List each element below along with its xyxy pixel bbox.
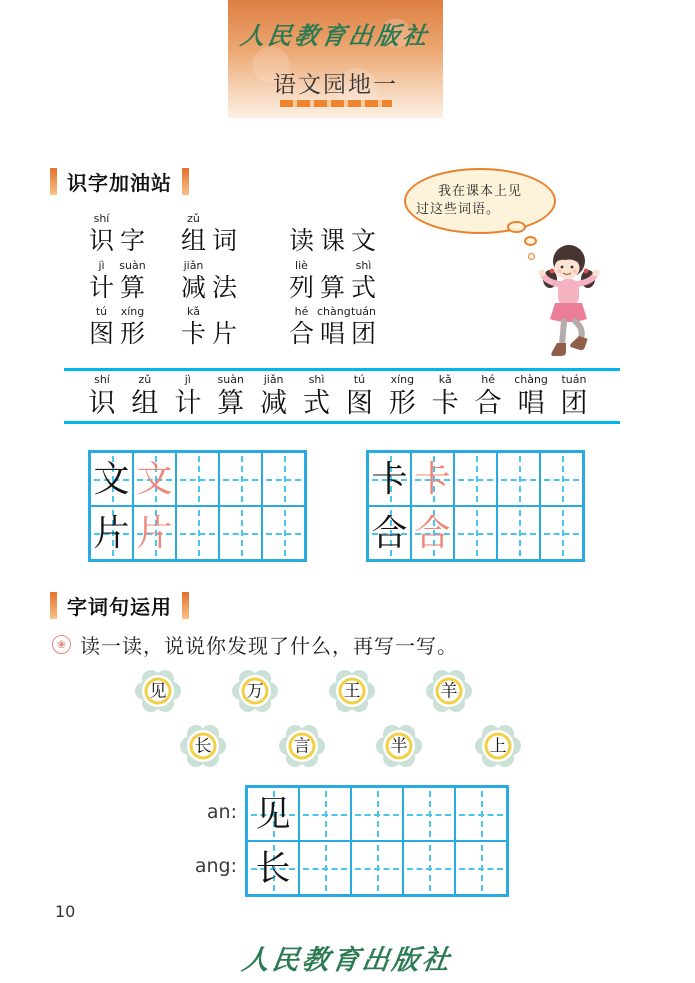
pinyin bbox=[209, 305, 240, 319]
char-with-pinyin bbox=[286, 212, 317, 257]
tianzige-cell bbox=[176, 452, 219, 506]
pinyin bbox=[209, 259, 240, 273]
char-with-pinyin bbox=[554, 373, 594, 420]
trace-grid-left bbox=[88, 450, 307, 562]
vocab-word bbox=[178, 259, 240, 304]
char-with-pinyin bbox=[425, 373, 465, 420]
publisher-logo: 人民教育出版社 bbox=[238, 24, 432, 50]
tianzige-cell bbox=[403, 841, 455, 895]
hanzi: 唱 bbox=[517, 388, 545, 418]
flower-char: 半 bbox=[390, 736, 408, 756]
hanzi: 片 bbox=[211, 321, 237, 348]
flower-badge bbox=[426, 668, 472, 714]
trace-char: 合 bbox=[371, 513, 408, 553]
bubble-tail-dot bbox=[507, 221, 526, 233]
tianzige-cell bbox=[247, 787, 299, 841]
trace-char: 卡 bbox=[371, 459, 408, 499]
tianzige-cell bbox=[247, 841, 299, 895]
rhyme-label-an: an: bbox=[206, 801, 237, 823]
char-with-pinyin bbox=[339, 373, 379, 420]
thought-bubble bbox=[404, 168, 556, 234]
tianzige-cell bbox=[540, 506, 583, 560]
hanzi: 卡 bbox=[431, 388, 459, 418]
pinyin: hé bbox=[481, 373, 496, 386]
tianzige-cell bbox=[497, 452, 540, 506]
tianzige-cell bbox=[219, 452, 262, 506]
flower-char: 上 bbox=[489, 736, 507, 756]
trace-char: 文 bbox=[136, 459, 173, 499]
orange-bar-icon bbox=[50, 592, 57, 619]
written-char: 长 bbox=[255, 848, 291, 888]
pinyin: shì bbox=[355, 258, 372, 272]
tianzige-cell bbox=[403, 787, 455, 841]
hanzi: 计 bbox=[174, 388, 202, 418]
flower-center bbox=[190, 733, 217, 760]
tianzige-cell bbox=[262, 506, 305, 560]
hanzi: 文 bbox=[350, 228, 376, 255]
hanzi: 图 bbox=[88, 321, 114, 348]
orange-bar-icon bbox=[182, 168, 189, 195]
hanzi: 算 bbox=[319, 274, 345, 302]
char-with-pinyin bbox=[86, 212, 117, 257]
pinyin: xíng bbox=[390, 373, 415, 386]
char-with-pinyin bbox=[178, 212, 209, 257]
char-with-pinyin bbox=[382, 373, 422, 420]
header-banner bbox=[228, 0, 443, 118]
review-row bbox=[82, 373, 594, 420]
vocab-word bbox=[286, 259, 379, 304]
tianzige-cell bbox=[90, 506, 133, 560]
flower-center bbox=[145, 678, 172, 705]
pinyin: suàn bbox=[217, 373, 244, 386]
tianzige-cell bbox=[368, 452, 411, 506]
vocab-word bbox=[178, 305, 240, 350]
tianzige-cell bbox=[351, 841, 403, 895]
tianzige-cell bbox=[411, 506, 454, 560]
char-with-pinyin bbox=[86, 305, 117, 350]
pinyin: jiǎn bbox=[183, 258, 204, 272]
section1-title: 识字加油站 bbox=[67, 173, 172, 195]
hanzi: 减 bbox=[260, 388, 288, 418]
flower-badge bbox=[135, 668, 181, 714]
char-with-pinyin bbox=[348, 212, 379, 257]
char-with-pinyin bbox=[317, 259, 348, 304]
flower-badge bbox=[180, 723, 226, 769]
hanzi: 法 bbox=[211, 274, 237, 302]
pinyin: shí bbox=[94, 373, 110, 386]
char-with-pinyin bbox=[117, 305, 148, 350]
pinyin: chàng bbox=[514, 373, 548, 386]
orange-bar-icon bbox=[50, 168, 57, 195]
flower-char: 万 bbox=[246, 681, 264, 701]
tianzige-cell bbox=[497, 506, 540, 560]
hanzi: 识 bbox=[88, 388, 116, 418]
trace-char: 片 bbox=[93, 513, 130, 553]
tianzige-cell bbox=[411, 452, 454, 506]
flower-badge bbox=[329, 668, 375, 714]
flower-center bbox=[386, 733, 413, 760]
flower-seal-icon: ❀ bbox=[52, 635, 71, 654]
section2-title: 字词句运用 bbox=[67, 597, 172, 619]
flower-char: 见 bbox=[149, 681, 167, 701]
pinyin: shí bbox=[93, 212, 110, 225]
hanzi: 课 bbox=[319, 228, 345, 255]
pinyin: jiǎn bbox=[263, 373, 284, 386]
pinyin: tú bbox=[95, 305, 108, 318]
hanzi: 词 bbox=[211, 228, 237, 255]
vocab-word bbox=[86, 259, 148, 304]
flower-center bbox=[436, 678, 463, 705]
char-with-pinyin bbox=[211, 373, 251, 420]
pinyin bbox=[348, 212, 379, 226]
pinyin: suàn bbox=[119, 258, 146, 272]
write-grid bbox=[245, 785, 509, 897]
pinyin bbox=[286, 212, 317, 226]
tianzige-cell bbox=[299, 841, 351, 895]
hanzi: 列 bbox=[288, 274, 314, 302]
flower-badge bbox=[376, 723, 422, 769]
pinyin: zǔ bbox=[187, 212, 200, 225]
char-with-pinyin bbox=[286, 305, 317, 350]
char-with-pinyin bbox=[168, 373, 208, 420]
flower-char: 羊 bbox=[440, 681, 458, 701]
pinyin: tú bbox=[353, 373, 366, 386]
flower-char: 长 bbox=[194, 736, 212, 756]
char-with-pinyin bbox=[348, 259, 379, 304]
flower-center bbox=[339, 678, 366, 705]
tianzige-cell bbox=[90, 452, 133, 506]
hanzi: 卡 bbox=[180, 321, 206, 348]
tianzige-cell bbox=[299, 787, 351, 841]
char-with-pinyin bbox=[317, 305, 351, 350]
flower-badge bbox=[475, 723, 521, 769]
char-with-pinyin bbox=[125, 373, 165, 420]
bubble-text-line1: 我在课本上见 bbox=[437, 183, 522, 198]
hanzi: 式 bbox=[303, 388, 331, 418]
flower-center bbox=[289, 733, 316, 760]
char-with-pinyin bbox=[468, 373, 508, 420]
pinyin bbox=[117, 212, 148, 226]
hanzi: 形 bbox=[388, 388, 416, 418]
hanzi: 减 bbox=[180, 274, 206, 302]
flower-badge bbox=[232, 668, 278, 714]
char-with-pinyin bbox=[511, 373, 551, 420]
tianzige-cell bbox=[455, 841, 507, 895]
girl-illustration bbox=[533, 237, 605, 359]
pinyin: jì bbox=[184, 373, 191, 386]
pinyin bbox=[317, 259, 348, 273]
title-underline-dashes bbox=[280, 100, 392, 107]
char-with-pinyin bbox=[117, 212, 148, 257]
pinyin: kǎ bbox=[438, 373, 452, 386]
trace-char: 合 bbox=[414, 513, 451, 553]
section2-header bbox=[50, 591, 189, 620]
orange-bar-icon bbox=[182, 592, 189, 619]
hanzi: 计 bbox=[88, 274, 114, 302]
hanzi: 组 bbox=[180, 228, 206, 255]
trace-char: 卡 bbox=[414, 459, 451, 499]
hanzi: 形 bbox=[119, 321, 145, 348]
pinyin: chàng bbox=[317, 305, 351, 318]
hanzi: 字 bbox=[119, 228, 145, 255]
instruction-line bbox=[52, 630, 458, 659]
pinyin: jì bbox=[98, 258, 105, 272]
flower-badge bbox=[279, 723, 325, 769]
trace-char: 文 bbox=[93, 459, 130, 499]
pinyin: tuán bbox=[351, 305, 376, 318]
trace-char: 片 bbox=[136, 513, 173, 553]
hanzi: 图 bbox=[345, 388, 373, 418]
hanzi: 算 bbox=[217, 388, 245, 418]
char-with-pinyin bbox=[178, 305, 209, 350]
char-with-pinyin bbox=[209, 212, 240, 257]
tianzige-cell bbox=[454, 506, 497, 560]
written-char: 见 bbox=[255, 794, 291, 834]
bubble-text-line2: 过这些词语。 bbox=[416, 201, 501, 216]
tianzige-cell bbox=[133, 452, 176, 506]
vocab-word bbox=[178, 212, 240, 257]
flower-char: 言 bbox=[293, 736, 311, 756]
hanzi: 唱 bbox=[319, 321, 345, 348]
flower-center bbox=[485, 733, 512, 760]
rule-line bbox=[64, 421, 620, 424]
pinyin: zǔ bbox=[138, 373, 152, 386]
hanzi: 识 bbox=[88, 228, 114, 255]
char-with-pinyin bbox=[348, 305, 379, 350]
hanzi: 团 bbox=[560, 388, 588, 418]
tianzige-cell bbox=[351, 787, 403, 841]
tianzige-cell bbox=[455, 787, 507, 841]
rule-line bbox=[64, 368, 620, 371]
char-with-pinyin bbox=[117, 259, 148, 304]
vocab-word bbox=[286, 212, 379, 257]
char-with-pinyin bbox=[209, 259, 240, 304]
hanzi: 团 bbox=[350, 321, 376, 348]
flower-char: 王 bbox=[343, 681, 361, 701]
char-with-pinyin bbox=[86, 259, 117, 304]
pinyin: shì bbox=[308, 373, 325, 386]
rhyme-label-ang: ang: bbox=[194, 855, 237, 877]
char-with-pinyin bbox=[286, 259, 317, 304]
tianzige-cell bbox=[176, 506, 219, 560]
pinyin: liè bbox=[295, 258, 308, 272]
char-with-pinyin bbox=[178, 259, 209, 304]
section1-header bbox=[50, 167, 189, 196]
tianzige-cell bbox=[262, 452, 305, 506]
pinyin bbox=[209, 212, 240, 226]
tianzige-cell bbox=[133, 506, 176, 560]
hanzi: 式 bbox=[350, 274, 376, 302]
pinyin: hé bbox=[294, 305, 309, 318]
pinyin: tuán bbox=[561, 373, 587, 386]
footer-publisher-logo: 人民教育出版社 bbox=[240, 945, 455, 975]
char-with-pinyin bbox=[82, 373, 122, 420]
tianzige-cell bbox=[540, 452, 583, 506]
page-number: 10 bbox=[55, 902, 76, 921]
vocab-word bbox=[86, 212, 148, 257]
char-with-pinyin bbox=[317, 212, 348, 257]
char-with-pinyin bbox=[297, 373, 337, 420]
tianzige-cell bbox=[368, 506, 411, 560]
hanzi: 算 bbox=[119, 274, 145, 302]
char-with-pinyin bbox=[209, 305, 240, 350]
tianzige-cell bbox=[454, 452, 497, 506]
char-with-pinyin bbox=[254, 373, 294, 420]
pinyin bbox=[317, 212, 348, 226]
vocab-word bbox=[286, 305, 379, 350]
hanzi: 合 bbox=[474, 388, 502, 418]
hanzi: 合 bbox=[288, 321, 314, 348]
hanzi: 读 bbox=[288, 228, 314, 255]
vocab-word bbox=[86, 305, 148, 350]
trace-grid-right bbox=[366, 450, 585, 562]
instruction-text: 读一读，说说你发现了什么，再写一写。 bbox=[80, 636, 458, 658]
flower-center bbox=[242, 678, 269, 705]
page-title: 语文园地一 bbox=[273, 72, 398, 97]
tianzige-cell bbox=[219, 506, 262, 560]
hanzi: 组 bbox=[131, 388, 159, 418]
pinyin: kǎ bbox=[186, 305, 201, 318]
pinyin: xíng bbox=[120, 305, 145, 318]
